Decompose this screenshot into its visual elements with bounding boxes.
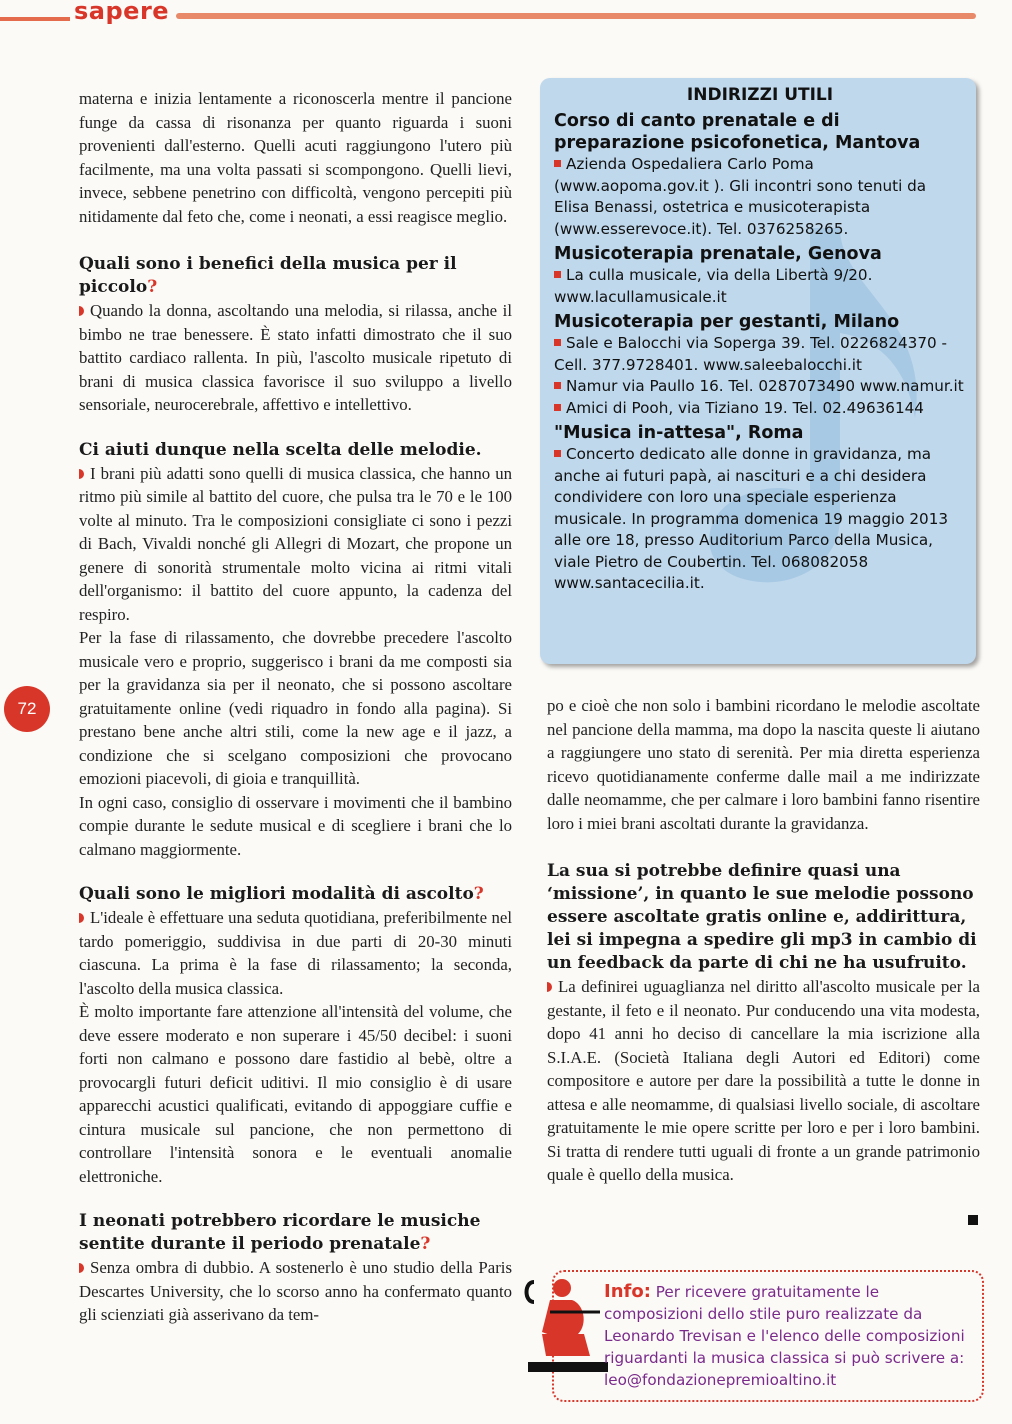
bullet-icon [79, 469, 84, 479]
question-melodies: Ci aiuti dunque nella scelta delle melodie. [79, 439, 482, 460]
box-section-genova-text: La culla musicale, via della Libertà 9/20. www.lacullamusicale.it [554, 266, 873, 306]
question-newborns-text: I neonati potrebbero ricordare le musiche sentite durante il periodo prenatale [79, 1211, 481, 1254]
box-section-milano-a-text: Sale e Balocchi via Soperga 39. Tel. 0226824370 - Cell. 377.9728401. www.saleebalocchi.it [554, 334, 947, 374]
square-bullet-icon [554, 160, 561, 167]
answer-melodies-text: I brani più adatti sono quelli di musica classica, che hanno un ritmo più simile al battito del cuore, che pulsa tra le 70 e le 100 volte al minuto. Tra le composizioni consigliate ci sono i pezzi di Bach, Vivaldi nonché gli Allegri di Mozart, che propone un genere di sonorità strumentale molto vicina ai ritmi vitali dell'organismo: il battito del cuore appunto, la cadenza del respiro. [79, 463, 512, 624]
square-bullet-icon [554, 450, 561, 457]
question-listening-text: Quali sono le migliori modalità di ascolto [79, 884, 474, 904]
section-label: sapere [74, 0, 170, 25]
page-number: 72 [4, 686, 50, 732]
bullet-icon [79, 913, 84, 923]
question-mission: La sua si potrebbe definire quasi una ‘missione’, in quanto le sue melodie possono essere ascoltate gratis online e, addirittura, lei si impegna a spedire gli mp3 in cambio di un feedback da parte di chi ne ha usufruito. [547, 861, 977, 973]
header-rule-left [0, 17, 70, 21]
pregnant-listening-icon [520, 1272, 610, 1382]
box-section-genova [554, 265, 966, 308]
box-section-milano-a [554, 333, 966, 376]
box-section-mantova [554, 154, 966, 240]
bullet-icon [547, 982, 552, 992]
info-body: Per ricevere gratuitamente le composizioni dello stile puro realizzate da Leonardo Trevisan e l'elenco delle composizioni riguardanti la musica classica si può scrivere a: leo@fondazionepremioaltino.it [604, 1283, 965, 1389]
box-section-mantova-text: Azienda Ospedaliera Carlo Poma (www.aopoma.gov.it ). Gli incontri sono tenuti da Elisa Benassi, ostetrica e musicoterapista (www.esserevoce.it). Tel. 0376258265. [554, 155, 927, 238]
answer-melodies-relax: Per la fase di rilassamento, che dovrebbe precedere l'ascolto musicale vero e proprio, suggerisco i brani da me composti sia per la gravidanza sia per il neonato, che si possono ascoltare gratuitamente online (vedi riquadro in fondo alla pagina). Si prestano bene anche altri stili, come la new age e il jazz, a condizione che si scelgano composizioni che provocano emozioni piacevoli, di gioia e tranquillità. [79, 628, 512, 788]
continuation-paragraph: po e cioè che non solo i bambini ricordano le melodie ascoltate nel pancione della mamma, ma dopo la nascita queste li aiutano a raggiungere uno stato di serenità. Per mia diretta esperienza ricevo quotidianamente conferme dalle mail a me indirizzate dalle neomamme, che per calmare i loro bambini fanno risentire loro i miei brani ascoltati durante la gravidanza. [547, 696, 980, 833]
answer-newborns [79, 1256, 512, 1327]
header-rule-right [176, 13, 976, 19]
info-text [604, 1281, 974, 1391]
question-newborns: I neonati potrebbero ricordare le musiche sentite durante il periodo prenatale? [79, 1211, 481, 1254]
box-title: INDIRIZZI UTILI [686, 85, 834, 105]
answer-mission-text: La definirei uguaglianza nel diritto all'ascolto musicale per la gestante, il feto e il neonato. Pur conducendo una vita modesta, dopo 41 anni ho deciso di cancellare la mia iscrizione alla S.I.A.E. (Società Italiana degli Autori ed Editori) come compositore e autore per dare la possibilità a tutte le donne in attesa e alle neomamme, di qualsiasi livello sociale, di ascoltare gratuitamente le mie opere scritte per loro e per i loro bambini. Si tratta di rendere tutti uguali di fronte a un grande patrimonio quale è quello della musica. [547, 977, 980, 1184]
end-of-article-mark [968, 1215, 978, 1225]
box-section-roma [554, 444, 966, 595]
answer-mission [547, 975, 980, 1187]
answer-listening-text: L'ideale è effettuare una seduta quotidiana, preferibilmente nel tardo pomeriggio, suddivisa in due parti di 20-30 minuti ciascuna. La prima è la fase di rilassamento; la seconda, l'ascolto della musica classica. [79, 908, 512, 998]
box-section-milano-c [554, 398, 966, 420]
answer-listening [79, 906, 512, 1000]
square-bullet-icon [554, 382, 561, 389]
info-label: Info: [604, 1281, 651, 1302]
box-section-milano-c-text: Amici di Pooh, via Tiziano 19. Tel. 02.49636144 [566, 398, 924, 417]
question-benefits: Quali sono i benefici della musica per il piccolo? [79, 254, 457, 297]
question-listening: Quali sono le migliori modalità di ascolto? [79, 884, 484, 904]
intro-paragraph: materna e inizia lentamente a riconoscerla mentre il pancione funge da cassa di risonanza per quanto riguarda i suoni provenienti dall'esterno. Quelli acuti raggiungono l'utero più facilmente, ma una volta passati si scompongono. Quelli lievi, invece, sebbene penetrino con difficoltà, vengono percepiti più nitidamente dal feto che, come i neonati, a essi reagisce meglio. [79, 89, 512, 226]
box-content [554, 82, 966, 595]
box-section-milano-b-text: Namur via Paullo 16. Tel. 0287073490 www.namur.it [566, 377, 964, 395]
answer-listening-volume: È molto importante fare attenzione all'intensità del volume, che deve essere moderato e non superare i 45/50 decibel: i suoni forti non calmano e possono dare fastidio al bebè, oltre a provocargli futuri deficit uditivi. Il mio consiglio è di usare apparecchi acustici qualificati, evitando di appoggiare cuffie e cintura musicale sul pancione, che non permettono di controllare l'intensità sonora e le eventuali anomalie elettroniche. [79, 1002, 512, 1186]
box-section-milano-b [554, 376, 966, 398]
box-section-roma-text: Concerto dedicato alle donne in gravidanza, ma anche ai futuri papà, ai nascituri e a chi desidera condividere con loro una speciale esperienza musicale. In programma domenica 19 maggio 2013 alle ore 18, presso Auditorium Parco della Musica, viale Pietro de Coubertin. Tel. 068082058 www.santacecilia.it. [554, 445, 949, 592]
question-benefits-text: Quali sono i benefici della musica per il piccolo [79, 254, 457, 297]
box-section-milano-title: Musicoterapia per gestanti, Milano [554, 312, 900, 332]
square-bullet-icon [554, 339, 561, 346]
answer-benefits [79, 299, 512, 417]
left-column [79, 87, 512, 1327]
box-section-mantova-title: Corso di canto prenatale e di preparazione psicofonetica, Mantova [554, 111, 921, 153]
square-bullet-icon [554, 404, 561, 411]
bullet-icon [79, 1263, 84, 1273]
bullet-icon [79, 306, 84, 316]
square-bullet-icon [554, 271, 561, 278]
answer-benefits-text: Quando la donna, ascoltando una melodia, si rilassa, anche il bimbo ne trae benessere. È stato infatti dimostrato che il suo battito cardiaco rallenta. In più, l'ascolto musicale ripetuto di brani di musica classica favorisce il suo sviluppo a livello sensoriale, neurocerebrale, affettivo e intellettivo. [79, 301, 512, 414]
answer-melodies [79, 462, 512, 627]
right-column [547, 694, 980, 1187]
useful-addresses-box [540, 78, 976, 664]
box-section-roma-title: "Musica in-attesa", Roma [554, 423, 804, 443]
answer-newborns-text: Senza ombra di dubbio. A sostenerlo è uno studio della Paris Descartes University, che lo scorso anno ha confermato quanto gli scienziati già asserivano da tem- [79, 1258, 512, 1324]
answer-melodies-observe: In ogni caso, consiglio di osservare i movimenti che il bambino compie durante le sedute musical e di scegliere i brani che lo calmano maggiormente. [79, 792, 512, 859]
box-section-genova-title: Musicoterapia prenatale, Genova [554, 244, 882, 264]
